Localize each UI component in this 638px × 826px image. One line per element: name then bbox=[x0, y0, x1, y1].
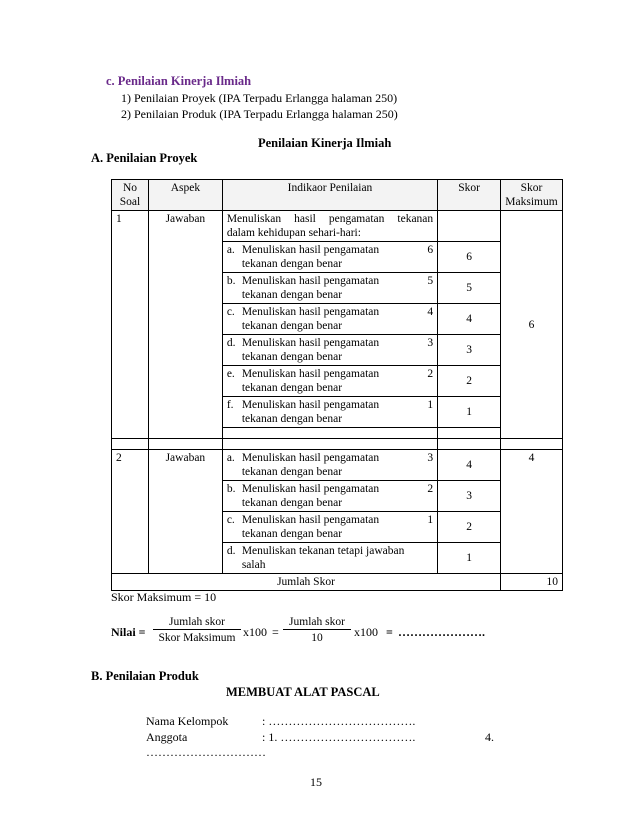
fraction-2 bbox=[283, 616, 351, 644]
total-label: Jumlah Skor bbox=[112, 574, 501, 591]
indicator-letter: c. bbox=[226, 306, 235, 318]
header-indikator: Indikaor Penilaian bbox=[222, 180, 437, 211]
q1-no: 1 bbox=[112, 211, 149, 439]
indicator-letter: c. bbox=[226, 514, 235, 526]
indicator-letter: d. bbox=[226, 337, 236, 349]
section-c-heading: c. Penilaian Kinerja Ilmiah bbox=[106, 74, 252, 88]
indicator-text: Menuliskan hasil pengamatan tekanan dengan benar bbox=[241, 244, 380, 270]
table-row bbox=[112, 450, 563, 481]
indicator-letter: a. bbox=[226, 452, 235, 464]
header-skor-maks: Skor Maksimum bbox=[500, 180, 562, 211]
fraction-2-denominator: 10 bbox=[311, 632, 323, 644]
skor-cell: 1 bbox=[438, 397, 501, 428]
indicator-inline-score: 1 bbox=[427, 399, 434, 411]
times-100-1: x100 bbox=[243, 625, 267, 639]
indicator-inline-score: 2 bbox=[427, 368, 434, 380]
indicator-letter: e. bbox=[226, 368, 235, 380]
q2-aspek: Jawaban bbox=[148, 450, 222, 574]
fraction-2-numerator: Jumlah skor bbox=[283, 616, 351, 630]
q1-aspek: Jawaban bbox=[148, 211, 222, 439]
indicator-letter: f. bbox=[226, 399, 234, 411]
total-value: 10 bbox=[500, 574, 562, 591]
indicator-inline-score: 6 bbox=[427, 244, 434, 256]
skor-cell: 5 bbox=[438, 273, 501, 304]
indicator-text: Menuliskan hasil pengamatan tekanan dengan benar bbox=[241, 514, 380, 540]
skor-cell: 2 bbox=[438, 366, 501, 397]
anggota-value: : 1. ……………………………. bbox=[262, 730, 416, 744]
section-a-heading: A. Penilaian Proyek bbox=[91, 151, 198, 165]
section-c-item-1: 1) Penilaian Proyek (IPA Terpadu Erlangga halaman 250) bbox=[121, 91, 398, 105]
header-skor: Skor bbox=[438, 180, 501, 211]
indicator-letter: b. bbox=[226, 483, 236, 495]
anggota-4: 4. bbox=[485, 730, 494, 744]
indicator-inline-score bbox=[413, 544, 433, 572]
indicator-inline-score: 1 bbox=[427, 514, 434, 526]
formula-result: …………………. bbox=[398, 625, 485, 639]
kelompok-value: : ………………………………. bbox=[262, 714, 416, 728]
q2-no: 2 bbox=[112, 450, 149, 574]
table-header-row bbox=[112, 180, 563, 211]
indicator-letter: a. bbox=[226, 244, 235, 256]
indicator-text: Menuliskan hasil pengamatan tekanan dengan benar bbox=[241, 275, 380, 301]
skor-cell: 3 bbox=[438, 481, 501, 512]
indicator-inline-score: 3 bbox=[427, 452, 434, 464]
section-b-heading: B. Penilaian Produk bbox=[91, 669, 199, 683]
rubric-table bbox=[111, 179, 563, 591]
times-100-2: x100 bbox=[354, 625, 378, 639]
fraction-1 bbox=[153, 616, 241, 644]
indicator-inline-score: 3 bbox=[427, 337, 434, 349]
indicator-text: Menuliskan hasil pengamatan tekanan dengan benar bbox=[241, 483, 380, 509]
indicator-text: Menuliskan hasil pengamatan tekanan dengan benar bbox=[241, 368, 380, 394]
q1-intro: Menuliskan hasil pengamatan tekanan dalam kehidupan sehari-hari: bbox=[222, 211, 437, 242]
q2-skor-maks: 4 bbox=[500, 450, 562, 574]
fraction-1-denominator: Skor Maksimum bbox=[158, 632, 236, 644]
section-c-item-2: 2) Penilaian Produk (IPA Terpadu Erlangga halaman 250) bbox=[121, 107, 398, 121]
skor-cell: 4 bbox=[438, 450, 501, 481]
indicator-text: Menuliskan hasil pengamatan tekanan dengan benar bbox=[241, 452, 380, 478]
center-title: Penilaian Kinerja Ilmiah bbox=[258, 136, 392, 150]
skor-cell: 1 bbox=[438, 543, 501, 574]
indicator-text: Menuliskan hasil pengamatan tekanan dengan benar bbox=[241, 337, 380, 363]
fraction-1-numerator: Jumlah skor bbox=[153, 616, 241, 630]
indicator-text: Menuliskan hasil pengamatan tekanan dengan benar bbox=[241, 399, 380, 425]
q1-skor-maks: 6 bbox=[500, 211, 562, 439]
skor-cell: 3 bbox=[438, 335, 501, 366]
product-title: MEMBUAT ALAT PASCAL bbox=[226, 685, 380, 699]
skor-cell: 4 bbox=[438, 304, 501, 335]
equals-2: = bbox=[386, 625, 393, 639]
indicator-inline-score: 2 bbox=[427, 483, 434, 495]
nilai-label: Nilai = bbox=[111, 625, 146, 639]
anggota-continuation: ………………………… bbox=[146, 745, 266, 759]
indicator-letter: b. bbox=[226, 275, 236, 287]
table-row-spacer bbox=[112, 439, 563, 450]
skor-cell: 2 bbox=[438, 512, 501, 543]
indicator-letter: d. bbox=[226, 545, 236, 557]
indicator-inline-score: 5 bbox=[427, 275, 434, 287]
header-aspek: Aspek bbox=[148, 180, 222, 211]
skor-cell: 6 bbox=[438, 242, 501, 273]
table-row bbox=[112, 211, 563, 242]
indicator-text: Menuliskan tekanan tetapi jawaban salah bbox=[241, 545, 405, 571]
kelompok-label: Nama Kelompok bbox=[146, 714, 229, 728]
header-no-soal: No Soal bbox=[112, 180, 149, 211]
table-total-row bbox=[112, 574, 563, 591]
anggota-label: Anggota bbox=[146, 730, 188, 744]
equals-1: = bbox=[272, 625, 279, 639]
skor-maks-line: Skor Maksimum = 10 bbox=[111, 590, 217, 604]
indicator-inline-score: 4 bbox=[427, 306, 434, 318]
page-number: 15 bbox=[310, 775, 322, 789]
indicator-text: Menuliskan hasil pengamatan tekanan dengan benar bbox=[241, 306, 380, 332]
